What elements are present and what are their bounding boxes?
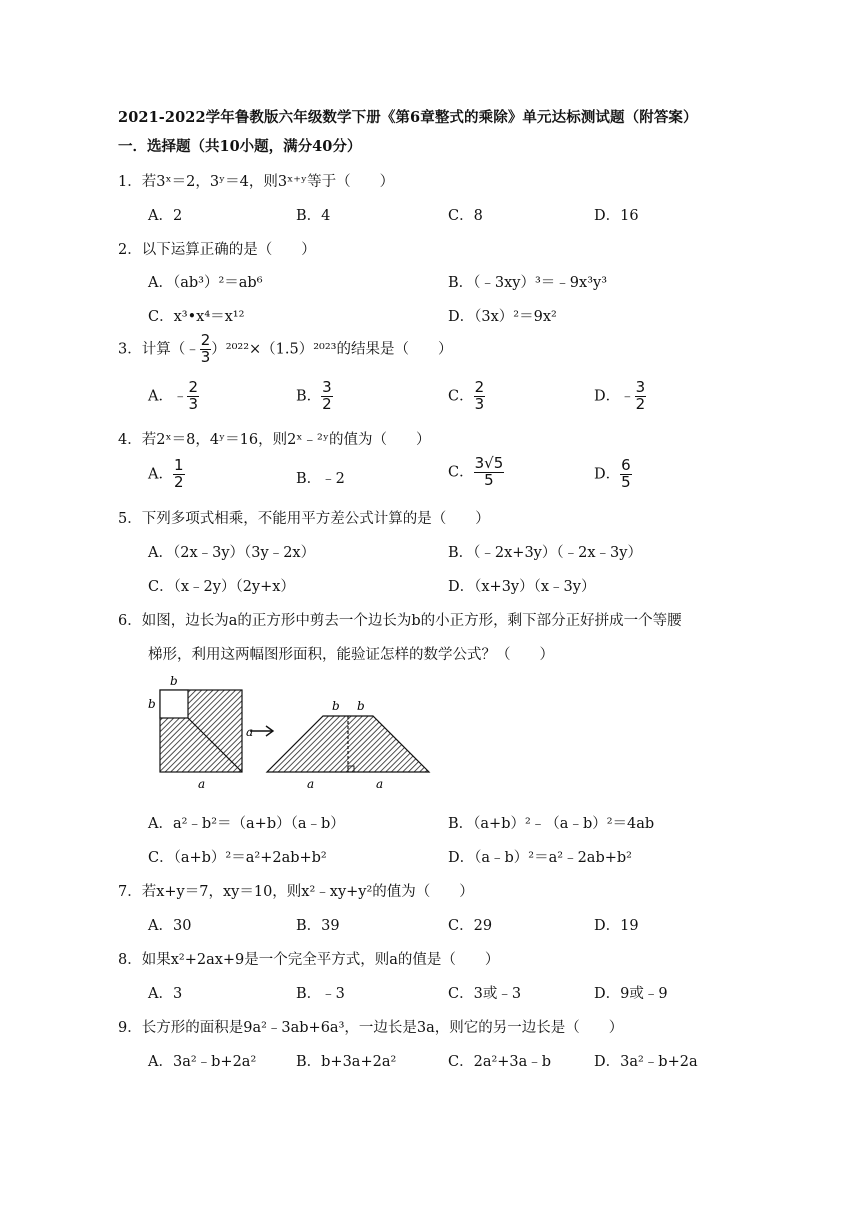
question-4-stem: 4．若2ˣ＝8，4ʸ＝16，则2ˣ﹣²ʸ的值为（ ） [118, 432, 431, 448]
question-3-fraction-den: 3 [200, 347, 211, 366]
question-1-stem: 1．若3ˣ＝2，3ʸ＝4，则3ˣ⁺ʸ等于（ ） [118, 174, 395, 190]
question-6-option-c: C．（a+b）²＝a²+2ab+b² [148, 850, 327, 866]
fraction-num: 1 [173, 456, 184, 474]
fraction-den: 2 [173, 472, 184, 491]
fraction-num: 3 [635, 378, 646, 396]
question-2-stem: 2．以下运算正确的是（ ） [118, 242, 316, 258]
option-label: C． [448, 388, 474, 405]
label-a-right: a [246, 725, 254, 739]
option-label: D． [594, 388, 621, 405]
question-6-stem-line-1: 6．如图，边长为a的正方形中剪去一个边长为b的小正方形，剩下部分正好拼成一个等腰 [118, 613, 682, 629]
square-figure [148, 674, 253, 791]
question-7-option-c: C．29 [448, 918, 493, 934]
question-9-option-c: C．2a²+3a﹣b [448, 1054, 552, 1070]
question-3-option-d [594, 380, 646, 413]
trapezoid-figure [267, 699, 429, 791]
question-7-option-d: D．19 [594, 918, 639, 934]
label-trap-a1: a [307, 777, 315, 791]
question-2-option-b: B．（﹣3xy）³＝﹣9x³y³ [448, 275, 608, 291]
question-5-option-b: B．（﹣2x+3y）（﹣2x﹣3y） [448, 545, 642, 561]
question-6-figure [140, 672, 440, 794]
question-7-stem: 7．若x+y＝7，xy＝10，则x²﹣xy+y²的值为（ ） [118, 884, 474, 900]
question-3-option-a-fraction [187, 380, 199, 413]
question-9-option-d: D．3a²﹣b+2a [594, 1054, 698, 1070]
question-3-option-b-fraction [321, 380, 333, 413]
question-2-option-c: C．x³•x⁴＝x¹² [148, 309, 245, 325]
question-9-option-b: B．b+3a+2a² [296, 1054, 397, 1070]
question-3-option-c-fraction [474, 380, 486, 413]
question-4-option-c-fraction [474, 456, 505, 489]
fraction-den: 5 [484, 470, 494, 489]
fraction-den: 5 [621, 472, 631, 491]
question-3-option-a [148, 380, 199, 413]
question-4-option-b: B．﹣2 [296, 471, 345, 487]
option-label: C． [448, 464, 474, 481]
label-trap-b2: b [357, 699, 365, 713]
question-2-option-a: A．（ab³）²＝ab⁶ [148, 275, 263, 291]
option-label: B． [296, 388, 322, 405]
question-4-option-a-fraction [173, 458, 185, 491]
fraction-num: 2 [188, 378, 199, 396]
question-5-option-d: D．（x+3y）（x﹣3y） [448, 579, 596, 595]
question-6-option-a: A．a²﹣b²＝（a+b）（a﹣b） [148, 816, 345, 832]
minus-sign: ﹣ [620, 388, 635, 405]
question-3-stem-post: ）²⁰²²×（1.5）²⁰²³的结果是（ ） [211, 341, 453, 358]
question-5-stem: 5．下列多项式相乘，不能用平方差公式计算的是（ ） [118, 511, 490, 527]
question-4-option-c [448, 456, 504, 489]
option-label: A． [148, 466, 173, 483]
fraction-den: 2 [322, 394, 332, 413]
label-trap-b1: b [332, 699, 340, 713]
question-5-option-c: C．（x﹣2y）（2y+x） [148, 579, 295, 595]
section-heading: 一．选择题（共10小题，满分40分） [118, 138, 362, 155]
question-8-option-a: A．3 [148, 986, 183, 1002]
option-label: D． [594, 466, 621, 483]
document-title: 2021-2022学年鲁教版六年级数学下册《第6章整式的乘除》单元达标测试题（附答案） [118, 109, 698, 126]
question-4-option-a [148, 458, 185, 491]
label-b-left: b [148, 697, 156, 711]
question-3-option-d-fraction [635, 380, 647, 413]
question-3-option-b [296, 380, 333, 413]
question-1-option-b: B．4 [296, 208, 331, 224]
question-3-fraction-num: 2 [200, 331, 211, 349]
fraction-num: 3 [322, 378, 332, 396]
question-3-option-c [448, 380, 485, 413]
question-3-fraction [200, 333, 212, 366]
fraction-den: 3 [188, 394, 199, 413]
question-5-option-a: A．（2x﹣3y）（3y﹣2x） [148, 545, 316, 561]
label-a-bottom: a [198, 777, 206, 791]
question-6-stem-line-2: 梯形，利用这两幅图形面积，能验证怎样的数学公式？（ ） [148, 647, 554, 663]
fraction-den: 3 [474, 394, 485, 413]
question-7-option-a: A．30 [148, 918, 192, 934]
question-8-stem: 8．如果x²+2ax+9是一个完全平方式，则a的值是（ ） [118, 952, 500, 968]
question-6-option-d: D．（a﹣b）²＝a²﹣2ab+b² [448, 850, 632, 866]
question-7-option-b: B．39 [296, 918, 340, 934]
question-9-stem: 9．长方形的面积是9a²﹣3ab+6a³，一边长是3a，则它的另一边长是（ ） [118, 1020, 624, 1036]
question-4-option-d-fraction [620, 458, 632, 491]
label-trap-a2: a [376, 777, 384, 791]
fraction-num: 6 [621, 456, 631, 474]
fraction-num: 3√5 [474, 454, 504, 472]
question-8-option-c: C．3或﹣3 [448, 986, 522, 1002]
question-4-option-d [594, 458, 632, 491]
question-3-stem [118, 333, 453, 366]
question-3-stem-pre: 3．计算（﹣ [118, 341, 200, 358]
question-8-option-b: B．﹣3 [296, 986, 345, 1002]
fraction-den: 2 [635, 394, 646, 413]
option-label: A． [148, 388, 173, 405]
question-1-option-c: C．8 [448, 208, 483, 224]
question-1-option-a: A．2 [148, 208, 183, 224]
arrow-right-icon [250, 726, 273, 736]
fraction-num: 2 [474, 378, 485, 396]
label-b-top: b [170, 674, 178, 688]
question-6-option-b: B．（a+b）²﹣（a﹣b）²＝4ab [448, 816, 655, 832]
question-1-option-d: D．16 [594, 208, 639, 224]
question-2-option-d: D．（3x）²＝9x² [448, 309, 557, 325]
question-8-option-d: D．9或﹣9 [594, 986, 668, 1002]
minus-sign: ﹣ [172, 388, 188, 405]
question-9-option-a: A．3a²﹣b+2a² [148, 1054, 257, 1070]
